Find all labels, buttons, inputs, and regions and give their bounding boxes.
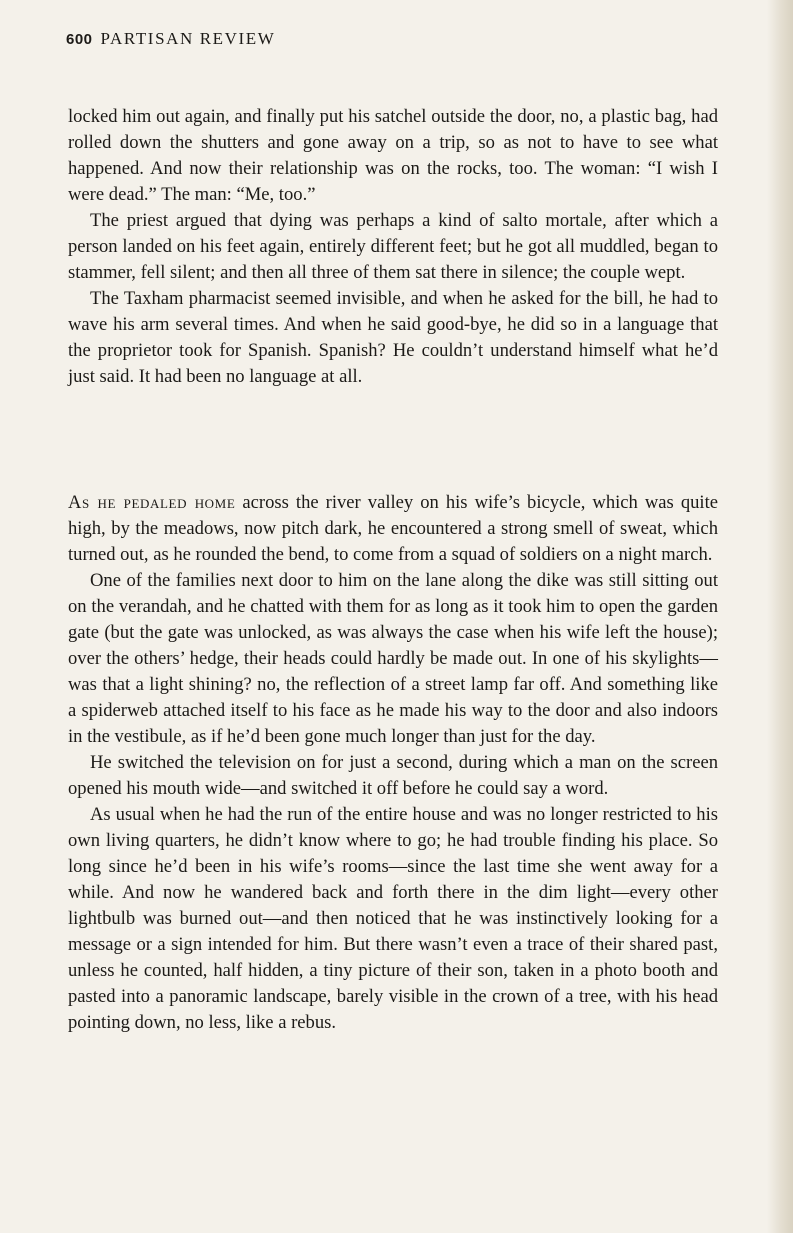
paragraph: The priest argued that dying was perhaps a kind of salto mortale, after which a person landed on his feet again, entirely different feet; but he got all muddled, began to stammer, fell silent; and then all three of them sat there in silence; the couple wept. bbox=[68, 210, 718, 283]
journal-title: PARTISAN REVIEW bbox=[100, 29, 276, 48]
section-lead-in: As he pedaled home bbox=[68, 492, 236, 513]
page-edge-shadow bbox=[767, 0, 793, 1233]
running-head bbox=[66, 28, 275, 49]
paragraph: As usual when he had the run of the entire house and was no longer restricted to his own living quarters, he didn’t know where to go; he had trouble finding his place. So long since he’d been in his wife’s rooms—since the last time she went away for a while. And now he wandered back and forth there in the dim light—every other lightbulb was burned out—and then noticed that he was instinctively looking for a message or a sign intended for him. But there wasn’t even a trace of their shared past, unless he counted, half hidden, a tiny picture of their son, taken in a photo booth and pasted into a panoramic landscape, barely visible in the crown of a tree, with his head pointing down, no less, like a rebus. bbox=[68, 804, 718, 1033]
paragraph: He switched the television on for just a second, during which a man on the screen opened his mouth wide—and switched it off before he could say a word. bbox=[68, 752, 718, 799]
paragraph: One of the families next door to him on the lane along the dike was still sitting out on the verandah, and he chatted with them for as long as it took him to open the garden gate (but the gate was unlocked, as was always the case when his wife left the house); over the others’ hedge, their heads could hardly be made out. In one of his skylights—was that a light shining? no, the reflection of a street lamp far off. And something like a spiderweb attached itself to his face as he made his way to the door and also indoors in the vestibule, as if he’d been gone much longer than just for the day. bbox=[68, 570, 718, 747]
opening-paragraph-text: across the river valley on his wife’s bicycle, which was quite high, by the meadows, now pitch dark, he encountered a strong smell of sweat, which turned out, as he rounded the bend, to come from a squad of soldiers on a night march. bbox=[68, 492, 718, 565]
section-opening-paragraph bbox=[68, 490, 718, 568]
text-section-2 bbox=[68, 490, 718, 1036]
paragraph: locked him out again, and finally put his satchel outside the door, no, a plastic bag, had rolled down the shutters and gone away on a trip, so as not to have to see what happened. And now their relationship was on the rocks, too. The woman: “I wish I were dead.” The man: “Me, too.” bbox=[68, 106, 718, 205]
paragraph: The Taxham pharmacist seemed invisible, and when he asked for the bill, he had to wave his arm several times. And when he said good-bye, he did so in a language that the proprietor took for Spanish. Spanish? He couldn’t understand himself what he’d just said. It had been no language at all. bbox=[68, 288, 718, 387]
page-number: 600 bbox=[66, 31, 93, 48]
text-section-1 bbox=[68, 104, 718, 390]
